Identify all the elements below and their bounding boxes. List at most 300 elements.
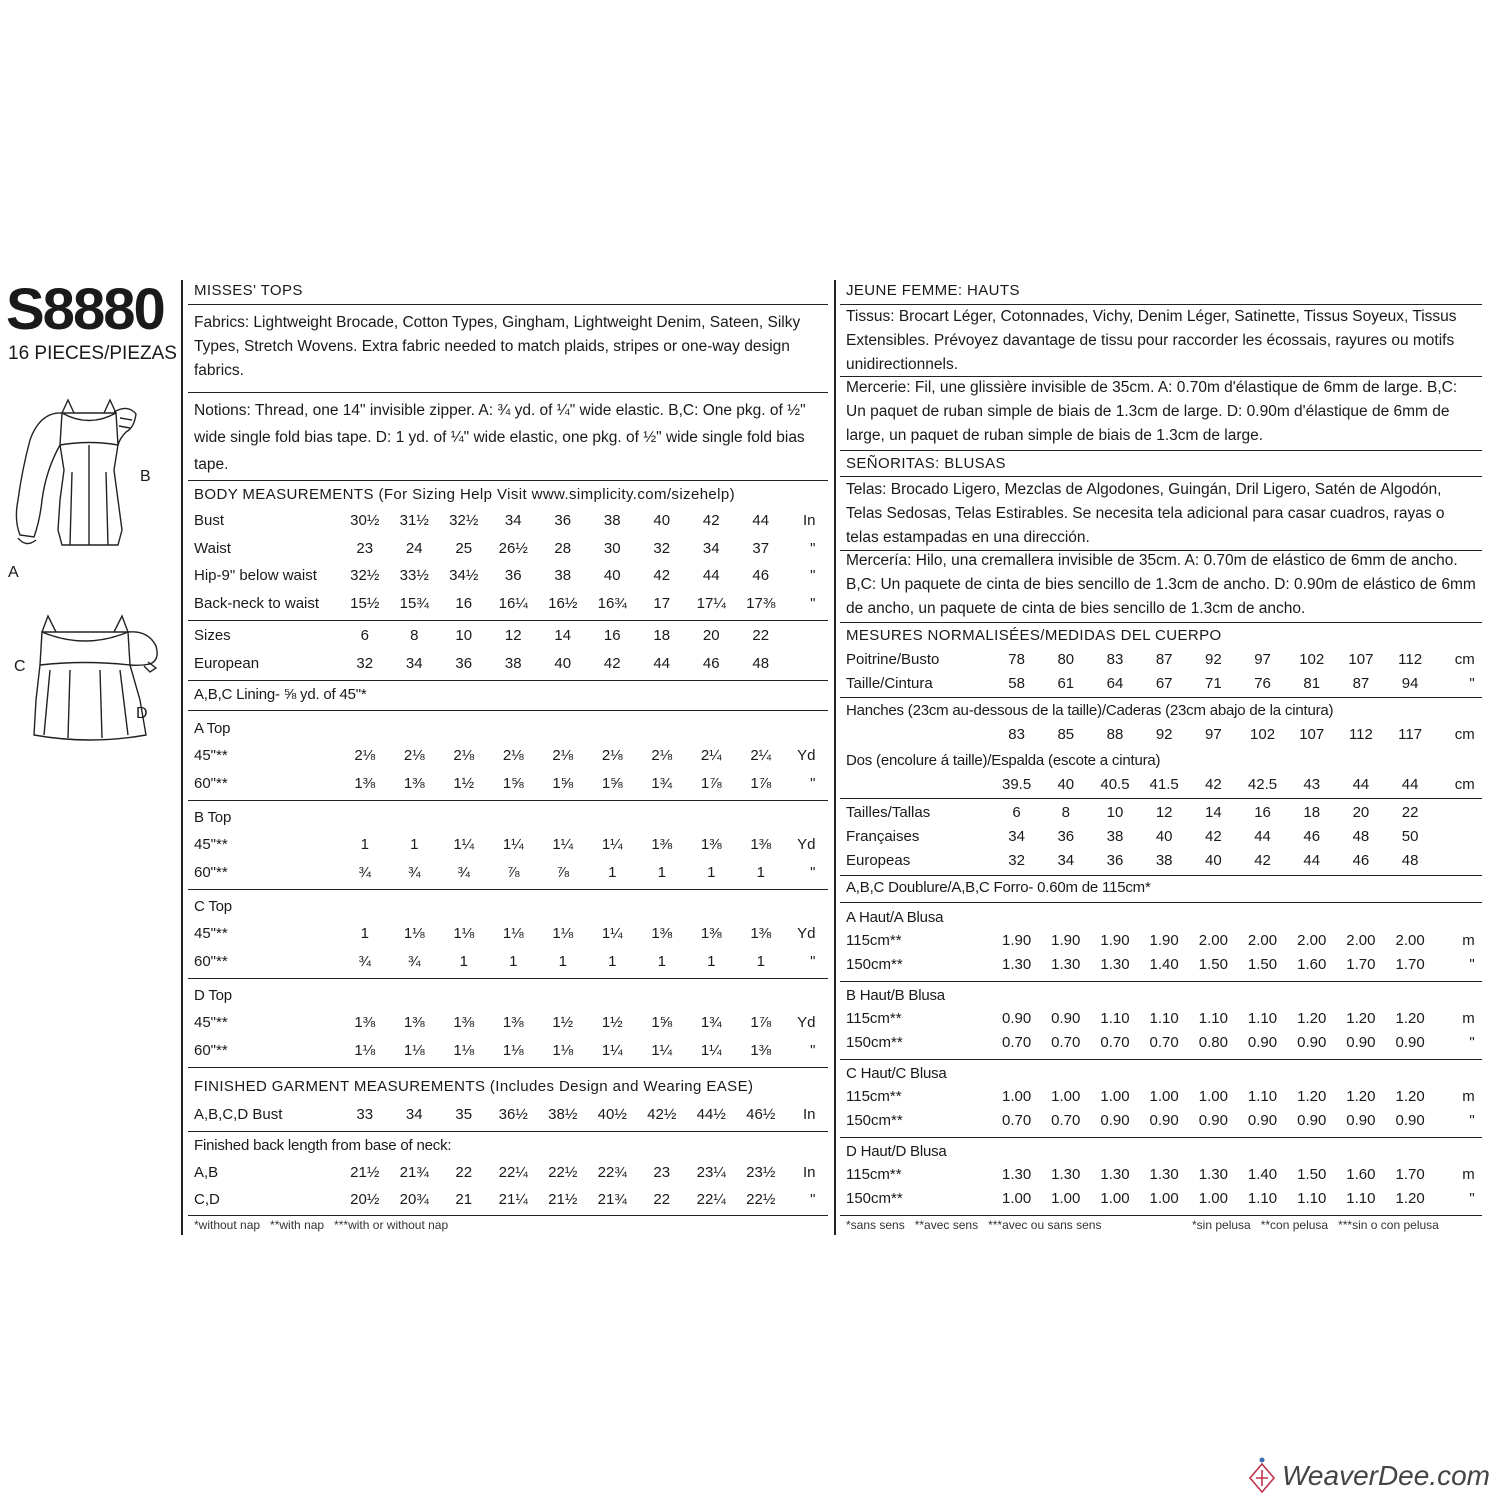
table-cell: 1⅝: [651, 1014, 673, 1031]
table-cell: 20: [1352, 804, 1370, 821]
table-cell: 1.20: [1297, 1088, 1327, 1105]
table-cell: 2.00: [1297, 932, 1327, 949]
row-unit: In: [802, 512, 816, 529]
fr-yardage-row: [846, 1010, 1475, 1027]
table-cell: 38: [554, 567, 572, 584]
table-cell: 112: [1398, 651, 1423, 668]
table-cell: 1.90: [1051, 932, 1081, 949]
fr-yardage-row: [846, 1034, 1475, 1051]
table-cell: ⅞: [506, 863, 520, 881]
table-cell: 34½: [449, 567, 479, 584]
table-cell: 1.10: [1100, 1010, 1130, 1027]
table-cell: 1¼: [552, 836, 574, 853]
table-cell: 1.70: [1395, 956, 1425, 973]
fr-body-row: [846, 651, 1475, 668]
table-cell: 50: [1401, 828, 1419, 845]
table-cell: 15½: [350, 594, 380, 612]
row-unit: m: [1462, 1088, 1475, 1105]
table-cell: 37: [752, 539, 770, 557]
table-cell: 1: [756, 863, 765, 881]
table-cell: 12: [1155, 804, 1173, 821]
table-cell: 1⅛: [403, 1041, 425, 1059]
fr-yardage-row: [846, 932, 1475, 949]
fr-body-row: [846, 726, 1475, 743]
fr-size-row: [846, 828, 1475, 845]
table-cell: 1½: [453, 774, 475, 792]
row-unit: ": [810, 594, 816, 612]
table-cell: 2⅛: [403, 747, 425, 764]
row-label: 150cm**: [846, 1034, 903, 1051]
table-cell: 1⅜: [750, 1041, 772, 1059]
table-cell: 1.20: [1346, 1010, 1376, 1027]
row-label: 45"**: [194, 747, 228, 764]
table-cell: 0.90: [1247, 1034, 1278, 1051]
en-fabrics: Fabrics: Lightweight Brocade, Cotton Types, Gingham, Lightweight Denim, Sateen, Silky Types, Stretch Wovens. Extra fabric needed to match plaids, stripes or one-way design fabrics.: [194, 314, 801, 379]
fr-yardage-row: [846, 1166, 1475, 1183]
table-cell: 78: [1008, 651, 1025, 668]
table-cell: 6: [1012, 804, 1021, 821]
table-cell: 36: [1106, 852, 1124, 869]
yardage-row: [194, 836, 816, 853]
table-cell: 58: [1008, 675, 1025, 692]
table-cell: 1: [558, 952, 567, 970]
row-label: A,B: [194, 1164, 219, 1181]
table-cell: 46: [702, 655, 720, 672]
table-cell: 1⅜: [403, 1014, 425, 1031]
table-cell: 1.20: [1395, 1010, 1425, 1027]
table-cell: 0.70: [1001, 1112, 1032, 1129]
table-cell: 0.90: [1051, 1010, 1081, 1027]
finished-bust-row: [194, 1106, 816, 1123]
table-cell: 1.50: [1198, 956, 1228, 973]
table-cell: 18: [653, 627, 671, 644]
table-cell: 1.20: [1346, 1088, 1376, 1105]
row-label: Françaises: [846, 828, 920, 845]
table-cell: 44½: [696, 1106, 726, 1123]
table-cell: 22: [752, 627, 770, 644]
yardage-row: [194, 747, 816, 764]
table-cell: 40: [603, 567, 621, 584]
table-cell: 2¼: [700, 747, 722, 764]
fr-yardage-row: [846, 1190, 1475, 1207]
table-cell: 1.00: [1001, 1190, 1032, 1207]
table-cell: 44: [1401, 776, 1419, 793]
row-unit: ": [1469, 956, 1475, 973]
table-cell: 0.90: [1346, 1112, 1376, 1129]
table-cell: 6: [360, 627, 369, 644]
fr-hip-heading: Hanches (23cm au-dessous de la taille)/Caderas (23cm abajo de la cintura): [846, 702, 1334, 719]
table-cell: 0.90: [1001, 1010, 1032, 1027]
table-cell: 1.30: [1100, 956, 1130, 973]
table-cell: 1.10: [1198, 1010, 1228, 1027]
table-cell: 61: [1057, 675, 1075, 692]
view-title: A Top: [194, 720, 231, 737]
table-cell: 1.70: [1346, 956, 1376, 973]
table-cell: 1.10: [1346, 1190, 1376, 1207]
table-cell: 15¾: [399, 594, 429, 612]
body-measurement-row: [194, 540, 816, 557]
row-unit: ": [810, 567, 816, 584]
center-column-divider: [834, 280, 836, 1235]
yardage-row: [194, 1042, 816, 1059]
row-label: Waist: [194, 539, 231, 557]
divider: [188, 800, 828, 801]
table-cell: 0.90: [1395, 1034, 1425, 1051]
table-cell: 10: [455, 627, 473, 644]
row-unit: cm: [1454, 651, 1475, 668]
en-finished-heading: FINISHED GARMENT MEASUREMENTS (Includes Design and Wearing EASE): [194, 1078, 754, 1095]
table-cell: 42: [1254, 852, 1271, 869]
table-cell: 48: [1401, 852, 1419, 869]
body-measurement-row: [194, 512, 816, 529]
table-cell: 1.40: [1149, 956, 1179, 973]
table-cell: 40: [554, 655, 572, 672]
row-unit: ": [1469, 675, 1475, 692]
table-cell: 2⅛: [453, 747, 475, 764]
table-cell: 40: [653, 512, 671, 529]
table-cell: 64: [1106, 675, 1124, 692]
table-cell: 1¼: [601, 1041, 623, 1059]
table-cell: 30: [603, 539, 621, 557]
table-cell: 1.40: [1247, 1166, 1278, 1183]
table-cell: 1.10: [1247, 1088, 1278, 1105]
table-cell: 1: [410, 836, 419, 853]
table-cell: 32½: [350, 567, 380, 584]
table-cell: 1⅝: [552, 774, 574, 792]
table-cell: 1⅜: [651, 836, 673, 853]
table-cell: ⅞: [556, 863, 569, 881]
table-cell: 97: [1205, 726, 1222, 743]
table-cell: 42½: [647, 1106, 677, 1123]
table-cell: 17¼: [696, 594, 726, 612]
table-cell: 34: [405, 1106, 423, 1123]
table-cell: 1.00: [1001, 1088, 1032, 1105]
table-cell: 23: [356, 539, 374, 557]
back-length-row: [194, 1164, 816, 1181]
row-unit: ": [810, 1041, 816, 1059]
row-unit: ": [1469, 1112, 1475, 1129]
size-row: [194, 655, 816, 672]
table-cell: 1.30: [1001, 956, 1032, 973]
table-cell: 81: [1303, 675, 1321, 692]
table-cell: 16: [603, 627, 621, 644]
table-cell: 0.90: [1297, 1034, 1327, 1051]
table-cell: 1.30: [1149, 1166, 1179, 1183]
row-unit: ": [810, 539, 816, 557]
table-cell: 1: [360, 925, 369, 942]
table-cell: 44: [1352, 776, 1370, 793]
row-label: 45"**: [194, 1014, 228, 1031]
table-cell: 34: [1008, 828, 1025, 845]
table-cell: 44: [1254, 828, 1271, 845]
table-cell: 8: [1061, 804, 1070, 821]
table-cell: 36: [1057, 828, 1075, 845]
row-label: 150cm**: [846, 1190, 903, 1207]
yardage-row: [194, 864, 816, 881]
table-cell: 22: [653, 1191, 671, 1208]
table-cell: 1.00: [1100, 1088, 1130, 1105]
fr-yardage-row: [846, 1112, 1475, 1129]
table-cell: 35: [455, 1106, 473, 1123]
table-cell: 23½: [746, 1164, 776, 1181]
row-unit: ": [810, 774, 816, 792]
table-cell: 46½: [746, 1106, 776, 1123]
table-cell: 38: [603, 512, 621, 529]
table-cell: 20¾: [399, 1191, 429, 1208]
table-cell: 30½: [350, 512, 380, 529]
en-back-length-heading: Finished back length from base of neck:: [194, 1137, 452, 1154]
row-label: Sizes: [194, 627, 231, 644]
table-cell: 1⅛: [403, 925, 425, 942]
row-label: 60"**: [194, 863, 228, 881]
es-title: SEÑORITAS: BLUSAS: [846, 455, 1006, 472]
fr-fabrics: Tissus: Brocart Léger, Cotonnades, Vichy, Denim Léger, Satinette, Tissus Soyeux, Tissus Extensibles. Prévoyez davantage de tissu pour raccorder les écossais, rayures ou motifs unidirectionnels.: [846, 308, 1457, 373]
view-title: B Top: [194, 809, 232, 826]
table-cell: 42: [1205, 776, 1222, 793]
table-cell: 34: [702, 539, 720, 557]
table-cell: 38½: [548, 1106, 578, 1123]
row-label: Taille/Cintura: [846, 675, 933, 692]
table-cell: 0.90: [1395, 1112, 1425, 1129]
es-fabrics: Telas: Brocado Ligero, Mezclas de Algodones, Guingán, Dril Ligero, Satén de Algodón, Telas Sedosas, Telas Estirables. Se necesita tela adicional para casar cuadros, rayas o telas estampadas en una dirección.: [846, 481, 1445, 546]
table-cell: 1⅜: [651, 925, 673, 942]
table-cell: 21½: [350, 1164, 380, 1181]
table-cell: 41.5: [1149, 776, 1179, 793]
row-label: Bust: [194, 512, 225, 529]
fr-lining: A,B,C Doublure/A,B,C Forro- 0.60m de 115cm*: [846, 879, 1151, 896]
view-b-bust-band: [60, 443, 118, 446]
row-label: 60"**: [194, 774, 228, 792]
table-cell: 1⅛: [354, 1041, 376, 1059]
table-cell: 1.00: [1149, 1088, 1179, 1105]
row-unit: Yd: [797, 925, 816, 942]
table-cell: 21: [455, 1191, 473, 1208]
fr-body-row: [846, 675, 1475, 692]
table-cell: 2⅛: [601, 747, 623, 764]
table-cell: 22¾: [597, 1164, 627, 1181]
view-c-label: C: [14, 658, 26, 675]
table-cell: 34: [1057, 852, 1075, 869]
view-d-bodice: [34, 632, 146, 740]
view-b-label: B: [140, 468, 151, 485]
table-cell: 22½: [548, 1164, 578, 1181]
table-cell: 32: [1008, 852, 1025, 869]
row-unit: ": [810, 1191, 816, 1208]
table-cell: 31½: [399, 512, 429, 529]
table-cell: 1.50: [1297, 1166, 1327, 1183]
table-cell: 0.90: [1346, 1034, 1376, 1051]
table-cell: 112: [1348, 726, 1373, 743]
table-cell: 1: [707, 952, 716, 970]
fr-measures-heading: MESURES NORMALISÉES/MEDIDAS DEL CUERPO: [846, 627, 1222, 644]
table-cell: 21¾: [597, 1191, 627, 1208]
table-cell: 1⅝: [502, 774, 524, 792]
table-cell: 0.90: [1100, 1112, 1130, 1129]
table-cell: 39.5: [1001, 776, 1032, 793]
table-cell: 2¼: [750, 747, 772, 764]
divider: [188, 1067, 828, 1068]
table-cell: 40: [1057, 776, 1075, 793]
table-cell: ¾: [407, 863, 421, 881]
table-cell: 42: [702, 512, 720, 529]
fr-body-row: [846, 776, 1475, 793]
es-footnotes: *sin pelusa **con pelusa ***sin o con pelusa: [1192, 1218, 1439, 1232]
table-cell: 1.00: [1051, 1088, 1081, 1105]
body-measurement-row: [194, 567, 816, 584]
yardage-row: [194, 775, 816, 792]
pattern-number: S8880: [6, 277, 164, 342]
table-cell: 87: [1155, 651, 1173, 668]
table-cell: 20½: [350, 1191, 380, 1208]
table-cell: 2.00: [1198, 932, 1228, 949]
table-cell: 36½: [498, 1106, 528, 1123]
table-cell: 1.10: [1247, 1010, 1278, 1027]
row-unit: ": [1469, 1190, 1475, 1207]
table-cell: 42: [603, 655, 621, 672]
en-footnotes: *without nap **with nap ***with or without nap: [194, 1218, 449, 1232]
table-cell: 0.90: [1198, 1112, 1228, 1129]
table-cell: 0.70: [1001, 1034, 1032, 1051]
row-unit: m: [1462, 932, 1475, 949]
table-cell: 38: [504, 655, 522, 672]
table-cell: 17: [653, 594, 671, 612]
table-cell: 1: [509, 952, 518, 970]
table-cell: 46: [1303, 828, 1321, 845]
table-cell: 1¼: [601, 836, 623, 853]
yardage-row: [194, 953, 816, 970]
row-unit: ": [810, 863, 816, 881]
table-cell: 1: [756, 952, 765, 970]
table-cell: 2⅛: [651, 747, 673, 764]
table-cell: 44: [752, 512, 770, 529]
divider: [188, 889, 828, 890]
row-unit: cm: [1454, 776, 1475, 793]
divider: [840, 1137, 1482, 1138]
table-cell: 80: [1057, 651, 1075, 668]
table-cell: 36: [554, 512, 572, 529]
table-cell: 107: [1348, 651, 1374, 668]
table-cell: 16½: [548, 594, 578, 612]
table-cell: 33½: [399, 567, 429, 584]
table-cell: 42: [1205, 828, 1222, 845]
fr-title: JEUNE FEMME: HAUTS: [846, 282, 1020, 299]
table-cell: 40.5: [1100, 776, 1130, 793]
table-cell: 22: [1401, 804, 1419, 821]
table-cell: 1: [707, 863, 716, 881]
table-cell: 117: [1398, 726, 1423, 743]
table-cell: 32: [653, 539, 671, 557]
row-label: Europeas: [846, 852, 911, 869]
fr-notions: Mercerie: Fil, une glissière invisible de 35cm. A: 0.70m d'élastique de 6mm de large. B,C: Un paquet de ruban simple de biais de 1.3cm de large. D: 0.90m d'élastique de 6mm de large, un paquet de ruban simple de biais de 1.3cm de large.: [846, 379, 1458, 444]
table-cell: 43: [1303, 776, 1321, 793]
fr-view-title: A Haut/A Blusa: [846, 909, 944, 926]
table-cell: 1¾: [651, 774, 673, 792]
table-cell: 1.10: [1297, 1190, 1327, 1207]
table-cell: 1.90: [1100, 932, 1130, 949]
table-cell: 16¼: [498, 594, 528, 612]
row-label: European: [194, 655, 260, 672]
table-cell: 1.60: [1346, 1166, 1376, 1183]
table-cell: 22: [455, 1164, 473, 1181]
table-cell: 83: [1008, 726, 1025, 743]
row-label: 45"**: [194, 836, 228, 853]
table-cell: 1⅜: [750, 925, 772, 942]
table-cell: 12: [504, 627, 522, 644]
table-cell: ¾: [358, 863, 371, 881]
row-unit: Yd: [797, 836, 816, 853]
table-cell: 1.30: [1001, 1166, 1032, 1183]
table-cell: 1⅜: [403, 774, 425, 792]
table-cell: 76: [1254, 675, 1271, 692]
table-cell: 83: [1106, 651, 1124, 668]
table-cell: 1.20: [1297, 1010, 1327, 1027]
fr-footnotes: *sans sens **avec sens ***avec ou sans sens: [846, 1218, 1102, 1232]
table-cell: 0.90: [1149, 1112, 1179, 1129]
view-a-long-sleeve: [16, 413, 62, 537]
table-cell: 34: [405, 655, 423, 672]
table-cell: 1.30: [1100, 1166, 1130, 1183]
watermark-text: WeaverDee.com: [1282, 1460, 1491, 1491]
view-b-bodice: [58, 413, 122, 545]
row-unit: ": [810, 952, 816, 970]
table-cell: 102: [1299, 651, 1325, 668]
row-label: 115cm**: [846, 932, 902, 949]
table-cell: 1¼: [453, 836, 475, 853]
row-label: C,D: [194, 1191, 220, 1208]
table-cell: 1⅛: [453, 1041, 475, 1059]
divider: [840, 981, 1482, 982]
table-cell: 85: [1057, 726, 1075, 743]
table-cell: 22½: [746, 1191, 776, 1208]
table-cell: 20: [702, 627, 720, 644]
table-cell: 34: [504, 512, 522, 529]
table-cell: 1¼: [651, 1041, 673, 1059]
table-cell: 1¼: [502, 836, 524, 853]
table-cell: 42: [653, 567, 671, 584]
table-cell: 28: [554, 539, 572, 557]
row-label: 115cm**: [846, 1010, 902, 1027]
weaverdee-logo-icon: [0, 0, 1, 1]
table-cell: 17⅜: [746, 594, 776, 612]
table-cell: 1: [608, 952, 617, 970]
table-cell: 1½: [552, 1014, 574, 1031]
table-cell: 36: [455, 655, 473, 672]
row-label: 45"**: [194, 925, 228, 942]
table-cell: 44: [1303, 852, 1321, 869]
row-label: 150cm**: [846, 1112, 903, 1129]
en-body-heading: BODY MEASUREMENTS (For Sizing Help Visit www.simplicity.com/sizehelp): [194, 486, 736, 503]
table-cell: 1⅝: [601, 774, 623, 792]
left-column-divider: [181, 280, 183, 1235]
table-cell: 25: [455, 539, 473, 557]
table-cell: ¾: [457, 863, 470, 881]
table-cell: 97: [1254, 651, 1271, 668]
table-cell: 1.00: [1051, 1190, 1081, 1207]
table-cell: 8: [410, 627, 419, 644]
fr-view-title: D Haut/D Blusa: [846, 1143, 947, 1160]
es-notions: Mercería: Hilo, una cremallera invisible de 35cm. A: 0.70m de elástico de 6mm de ancho. B,C: Un paquete de cinta de bies sencillo de 1.3cm de ancho. D: 0.90m de elástico de 6mm de ancho, un paquete de cinta de bies sencillo de 1.3cm de ancho.: [846, 552, 1476, 617]
table-cell: 2.00: [1395, 932, 1425, 949]
row-unit: m: [1462, 1010, 1475, 1027]
table-cell: 14: [1205, 804, 1222, 821]
table-cell: 48: [752, 655, 770, 672]
table-cell: 1½: [601, 1014, 623, 1031]
table-cell: 42.5: [1247, 776, 1278, 793]
table-cell: 1⅜: [700, 925, 722, 942]
table-cell: 1.10: [1149, 1010, 1179, 1027]
table-cell: 14: [554, 627, 572, 644]
table-cell: 21¼: [498, 1191, 528, 1208]
